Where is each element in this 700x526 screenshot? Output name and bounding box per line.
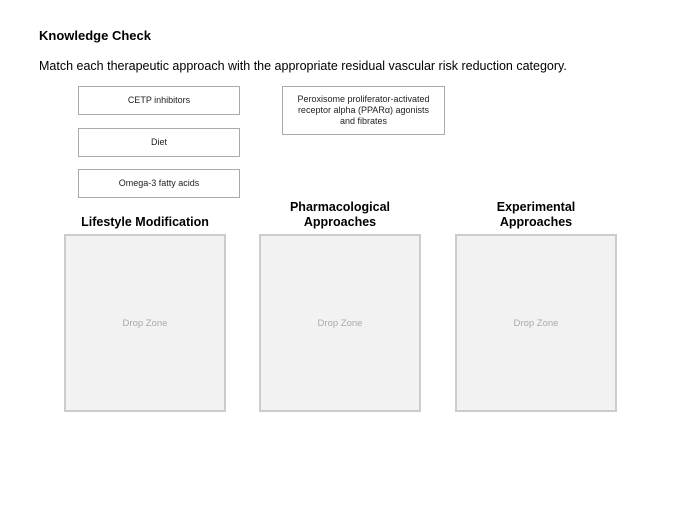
page-title: Knowledge Check: [39, 28, 151, 43]
drop-zone-placeholder: Drop Zone: [122, 317, 168, 329]
drop-zone-placeholder: Drop Zone: [317, 317, 363, 329]
zone-heading-experimental: [455, 200, 617, 230]
zone-heading-line: Experimental: [496, 200, 576, 214]
draggable-card-diet[interactable]: [78, 128, 240, 157]
zone-heading-lifestyle: [64, 215, 226, 230]
zone-heading-line: Approaches: [303, 215, 377, 229]
draggable-card-omega-3[interactable]: [78, 169, 240, 198]
card-label-line: and fibrates: [339, 116, 388, 126]
zone-heading-pharmacological: [259, 200, 421, 230]
zone-heading-line: Lifestyle Modification: [81, 215, 209, 229]
card-label-line: Peroxisome proliferator-activated: [297, 94, 430, 104]
draggable-card-ppar-agonists[interactable]: [282, 86, 445, 135]
drop-zone-experimental[interactable]: [455, 234, 617, 412]
card-label-line: receptor alpha (PPARα) agonists: [297, 105, 430, 115]
draggable-card-cetp-inhibitors[interactable]: [78, 86, 240, 115]
card-label: Diet: [150, 137, 167, 147]
drop-zone-pharmacological[interactable]: [259, 234, 421, 412]
zone-heading-line: Pharmacological: [289, 200, 391, 214]
card-label: [297, 94, 429, 127]
instruction-text: Match each therapeutic approach with the appropriate residual vascular risk reduction category.: [39, 59, 567, 73]
drop-zone-lifestyle[interactable]: [64, 234, 226, 412]
card-label: CETP inhibitors: [127, 95, 191, 105]
zone-heading-line: Approaches: [499, 215, 573, 229]
card-label: Omega-3 fatty acids: [118, 178, 200, 188]
drop-zone-placeholder: Drop Zone: [513, 317, 559, 329]
